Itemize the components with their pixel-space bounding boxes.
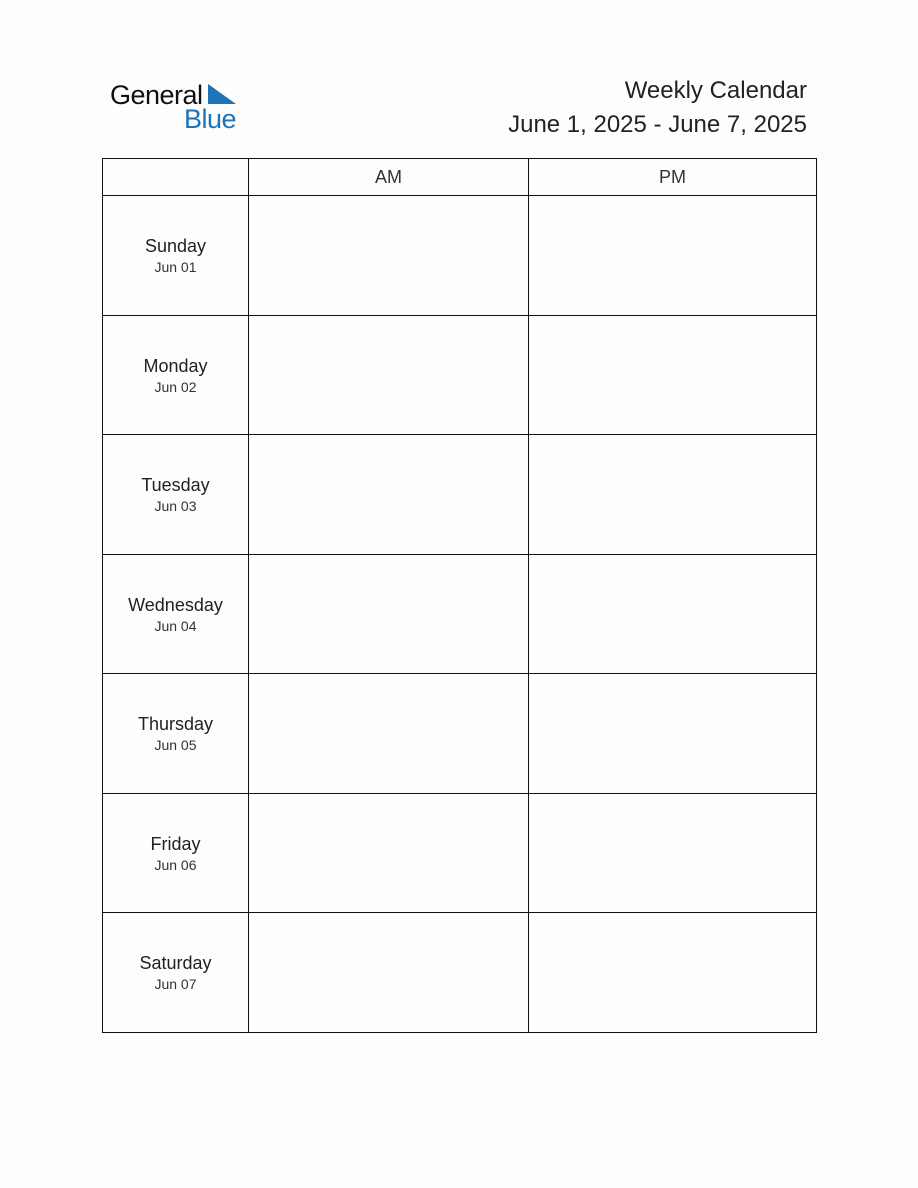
page-title: Weekly Calendar (624, 77, 807, 104)
day-cell (103, 435, 249, 555)
day-name: Friday (150, 833, 201, 854)
day-date: Jun 05 (154, 737, 197, 754)
weekly-calendar-table (102, 158, 817, 1033)
am-cell[interactable] (249, 554, 529, 674)
table-row (103, 674, 817, 794)
table-row (103, 315, 817, 435)
pm-cell[interactable] (529, 674, 817, 794)
day-date: Jun 01 (154, 259, 197, 276)
logo-word-blue: Blue (184, 104, 237, 134)
am-cell[interactable] (249, 196, 529, 316)
pm-cell[interactable] (529, 315, 817, 435)
am-cell[interactable] (249, 793, 529, 913)
table-row (103, 196, 817, 316)
column-header-day (103, 159, 249, 196)
am-cell[interactable] (249, 315, 529, 435)
header-title-block (508, 76, 807, 142)
pm-cell[interactable] (529, 196, 817, 316)
brand-logo (110, 80, 250, 136)
day-date: Jun 03 (154, 498, 197, 515)
pm-cell[interactable] (529, 435, 817, 555)
pm-cell[interactable] (529, 793, 817, 913)
am-cell[interactable] (249, 913, 529, 1033)
day-cell (103, 196, 249, 316)
day-cell (103, 674, 249, 794)
day-name: Monday (143, 355, 208, 376)
table-row (103, 554, 817, 674)
day-cell (103, 315, 249, 435)
day-date: Jun 02 (154, 378, 197, 395)
day-cell (103, 793, 249, 913)
am-cell[interactable] (249, 435, 529, 555)
table-row (103, 435, 817, 555)
date-range: June 1, 2025 - June 7, 2025 (508, 111, 807, 138)
header-row (103, 159, 817, 196)
am-cell[interactable] (249, 674, 529, 794)
column-header-pm: PM (529, 159, 817, 196)
day-name: Wednesday (128, 594, 223, 615)
table-row (103, 793, 817, 913)
day-date: Jun 07 (154, 976, 197, 993)
day-date: Jun 04 (154, 617, 197, 634)
day-name: Sunday (144, 236, 207, 257)
day-name: Tuesday (141, 475, 210, 496)
table-row (103, 913, 817, 1033)
day-date: Jun 06 (154, 856, 197, 873)
pm-cell[interactable] (529, 554, 817, 674)
day-cell (103, 554, 249, 674)
pm-cell[interactable] (529, 913, 817, 1033)
day-name: Saturday (139, 953, 212, 974)
logo-word-general: General (110, 80, 203, 110)
logo-triangle-icon (208, 84, 236, 104)
column-header-am: AM (249, 159, 529, 196)
day-name: Thursday (137, 714, 214, 735)
day-cell (103, 913, 249, 1033)
